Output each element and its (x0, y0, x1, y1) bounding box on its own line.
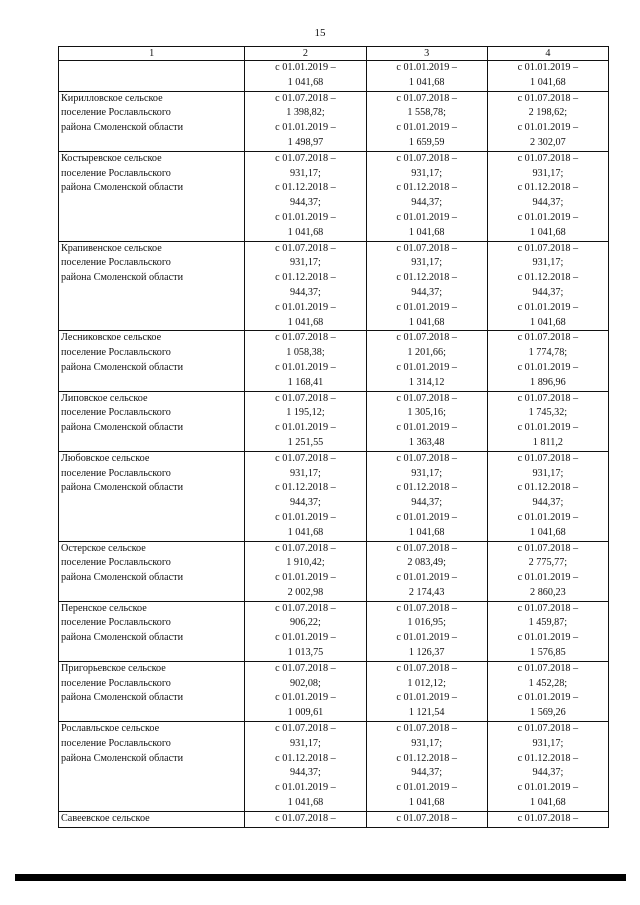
tariff-line: 944,37; (532, 286, 564, 298)
tariff-line: с 01.07.2018 – (275, 723, 336, 735)
tariff-line: с 01.07.2018 – (517, 92, 579, 104)
settlement-name-line: поселение Рославльского (61, 257, 171, 269)
tariff-line: 1 041,68 (408, 526, 445, 538)
tariff-line: с 01.07.2018 – (396, 392, 457, 404)
table-row (59, 151, 609, 241)
tariff-line: с 01.07.2018 – (517, 723, 579, 735)
tariff-cell-col4 (487, 391, 608, 451)
settlement-name-line: района Смоленской области (61, 182, 184, 194)
tariff-line: 2 083,49; (407, 557, 446, 569)
tariff-line: с 01.07.2018 – (396, 542, 457, 554)
tariff-line: с 01.01.2019 – (275, 422, 336, 434)
settlement-name-line: района Смоленской области (61, 632, 184, 644)
tariff-line: с 01.07.2018 – (396, 152, 457, 164)
tariff-line: с 01.07.2018 – (396, 662, 457, 674)
tariff-line: 1 041,68 (530, 226, 566, 238)
settlement-name-cell (59, 391, 245, 451)
tariff-cell-col4 (487, 61, 608, 92)
settlement-name-line: района Смоленской области (61, 422, 184, 434)
tariff-line: 2 174,43 (408, 586, 445, 598)
table-row (59, 451, 609, 541)
settlement-name-line: района Смоленской области (61, 692, 184, 704)
tariff-line: с 01.07.2018 – (396, 332, 457, 344)
tariff-line: с 01.12.2018 – (517, 752, 579, 764)
settlement-name-line: Крапивенское сельское (61, 242, 162, 254)
tariff-cell-col2 (245, 451, 366, 541)
tariff-line: 931,17; (411, 167, 443, 179)
tariff-line: 1 041,68 (530, 76, 566, 88)
tariff-line: с 01.01.2019 – (517, 301, 579, 313)
tariff-line: с 01.07.2018 – (275, 332, 336, 344)
tariff-line: 1 016,95; (407, 617, 446, 629)
settlement-name-line: Остерское сельское (61, 542, 146, 554)
tariff-line: 1 013,75 (287, 647, 324, 659)
tariff-line: 944,37; (290, 767, 321, 779)
settlement-name-line: Кирилловское сельское (61, 92, 163, 104)
tariff-line: 1 058,38; (286, 347, 325, 359)
settlement-name-cell (59, 722, 245, 812)
tariff-line: 944,37; (532, 767, 564, 779)
tariff-line: с 01.01.2019 – (517, 361, 579, 373)
settlement-name-line: района Смоленской области (61, 272, 184, 284)
tariff-line: с 01.07.2018 – (517, 452, 579, 464)
tariff-line: 944,37; (411, 497, 443, 509)
tariff-line: с 01.01.2019 – (275, 62, 336, 73)
tariff-cell-col4 (487, 601, 608, 661)
tariff-cell-col2 (245, 541, 366, 601)
settlement-name-line: района Смоленской области (61, 122, 184, 134)
settlement-name-cell (59, 661, 245, 721)
tariff-cell-col3 (366, 661, 487, 721)
tariff-cell-col2 (245, 151, 366, 241)
table-row (59, 331, 609, 391)
settlement-name-line: поселение Рославльского (61, 407, 171, 419)
tariff-line: с 01.01.2019 – (517, 632, 579, 644)
tariff-cell-col4 (487, 541, 608, 601)
tariff-line: с 01.07.2018 – (517, 812, 579, 824)
settlement-name-cell (59, 241, 245, 331)
settlement-name-cell (59, 451, 245, 541)
tariff-line: 1 774,78; (528, 347, 568, 359)
tariff-line: 1 305,16; (407, 407, 446, 419)
tariff-line: с 01.12.2018 – (517, 182, 579, 194)
tariff-line: с 01.01.2019 – (517, 422, 579, 434)
tariff-line: с 01.07.2018 – (396, 242, 457, 254)
tariff-line: с 01.01.2019 – (275, 572, 336, 584)
tariff-cell-col4 (487, 151, 608, 241)
tariff-line: с 01.01.2019 – (517, 782, 579, 794)
tariff-line: 931,17; (532, 257, 564, 269)
tariff-line: с 01.07.2018 – (275, 392, 336, 404)
tariff-line: 1 745,32; (528, 407, 568, 419)
tariff-line: 1 811,2 (532, 436, 563, 448)
tariff-line: 1 041,68 (408, 226, 445, 238)
tariff-line: 931,17; (290, 467, 321, 479)
settlement-name-cell (59, 91, 245, 151)
tariff-line: 944,37; (532, 197, 564, 209)
column-header: 4 (487, 47, 608, 61)
tariff-line: с 01.01.2019 – (517, 511, 579, 523)
tariff-line: с 01.07.2018 – (396, 452, 457, 464)
tariff-line: 1 041,68 (287, 526, 324, 538)
tariff-cell-col2 (245, 61, 366, 92)
tariff-line: с 01.07.2018 – (396, 723, 457, 735)
tariff-cell-col4 (487, 722, 608, 812)
tariff-cell-col3 (366, 811, 487, 827)
tariff-line: с 01.07.2018 – (517, 152, 579, 164)
tariff-line: с 01.07.2018 – (517, 602, 579, 614)
tariff-line: с 01.01.2019 – (517, 62, 579, 73)
tariff-line: с 01.01.2019 – (396, 692, 457, 704)
tariff-line: 1 576,85 (530, 647, 566, 659)
tariff-line: с 01.12.2018 – (517, 272, 579, 284)
tariff-line: 2 002,98 (287, 586, 324, 598)
column-header: 1 (59, 47, 245, 61)
tariff-line: 1 168,41 (287, 376, 324, 388)
tariff-cell-col2 (245, 391, 366, 451)
tariff-line: 931,17; (290, 257, 321, 269)
tariff-line: с 01.07.2018 – (275, 812, 336, 824)
tariff-line: 1 121,54 (408, 707, 445, 719)
settlement-name-line: Перенское сельское (61, 602, 147, 614)
tariff-line: с 01.07.2018 – (275, 662, 336, 674)
tariff-line: с 01.01.2019 – (396, 361, 457, 373)
table-row (59, 722, 609, 812)
tariff-cell-col3 (366, 241, 487, 331)
tariff-line: с 01.07.2018 – (275, 152, 336, 164)
tariff-line: 1 569,26 (530, 707, 566, 719)
tariff-line: 1 012,12; (407, 677, 446, 689)
tariff-line: 931,17; (290, 737, 321, 749)
tariff-line: с 01.01.2019 – (396, 301, 457, 313)
tariff-line: 1 398,82; (286, 107, 325, 119)
tariff-line: с 01.01.2019 – (275, 361, 336, 373)
tariff-line: с 01.01.2019 – (275, 782, 336, 794)
tariff-line: с 01.07.2018 – (275, 542, 336, 554)
tariff-line: с 01.01.2019 – (517, 572, 579, 584)
tariff-line: 944,37; (411, 197, 443, 209)
settlement-name-cell (59, 541, 245, 601)
tariff-line: 1 314,12 (408, 376, 445, 388)
tariff-line: с 01.01.2019 – (396, 632, 457, 644)
settlement-name-line: поселение Рославльского (61, 557, 171, 569)
tariff-cell-col4 (487, 241, 608, 331)
settlement-name-cell (59, 811, 245, 827)
tariff-line: 944,37; (290, 497, 321, 509)
column-header: 3 (366, 47, 487, 61)
tariff-line: 931,17; (411, 737, 443, 749)
settlement-name-line: поселение Рославльского (61, 467, 171, 479)
page-number: 15 (314, 27, 326, 39)
tariff-line: с 01.07.2018 – (396, 812, 457, 824)
bottom-rule (15, 874, 626, 881)
tariff-cell-col3 (366, 91, 487, 151)
settlement-name-line: Рославльское сельское (61, 723, 160, 735)
column-header: 2 (245, 47, 366, 61)
tariff-line: с 01.01.2019 – (396, 511, 457, 523)
tariff-cell-col3 (366, 151, 487, 241)
tariff-line: с 01.12.2018 – (396, 482, 457, 494)
tariff-line: с 01.01.2019 – (396, 211, 457, 223)
tariff-cell-col3 (366, 61, 487, 92)
tariff-line: с 01.07.2018 – (275, 452, 336, 464)
tariff-line: 931,17; (532, 167, 564, 179)
settlement-name-line: Костыревское сельское (61, 152, 162, 164)
tariff-cell-col4 (487, 451, 608, 541)
tariff-line: 1 363,48 (408, 436, 445, 448)
settlement-name-line: района Смоленской области (61, 361, 184, 373)
tariff-line: 2 198,62; (528, 107, 568, 119)
tariff-line: с 01.01.2019 – (396, 62, 457, 73)
tariff-line: 1 041,68 (530, 526, 566, 538)
table-row (59, 811, 609, 827)
tariff-line: 1 041,68 (408, 316, 445, 328)
tariff-cell-col4 (487, 811, 608, 827)
tariff-cell-col2 (245, 331, 366, 391)
settlement-name-line: поселение Рославльского (61, 617, 171, 629)
tariff-line: 931,17; (532, 737, 564, 749)
table-row (59, 91, 609, 151)
tariff-line: с 01.12.2018 – (275, 272, 336, 284)
tariff-line: с 01.12.2018 – (396, 272, 457, 284)
tariff-cell-col3 (366, 331, 487, 391)
tariff-cell-col4 (487, 331, 608, 391)
tariff-cell-col4 (487, 661, 608, 721)
tariff-line: с 01.07.2018 – (275, 242, 336, 254)
tariff-cell-col3 (366, 601, 487, 661)
tariff-line: с 01.07.2018 – (517, 242, 579, 254)
tariff-line: 1 041,68 (287, 76, 324, 88)
tariff-line: 1 195,12; (286, 407, 325, 419)
tariff-line: с 01.01.2019 – (396, 782, 457, 794)
settlement-name-cell (59, 601, 245, 661)
table-row (59, 601, 609, 661)
tariff-line: 2 775,77; (528, 557, 568, 569)
tariff-line: 1 558,78; (407, 107, 446, 119)
tariff-cell-col3 (366, 391, 487, 451)
tariff-line: 931,17; (411, 467, 443, 479)
tariff-line: с 01.12.2018 – (517, 482, 579, 494)
tariff-line: с 01.12.2018 – (275, 182, 336, 194)
settlement-name-line: района Смоленской области (61, 752, 184, 764)
tariff-line: с 01.07.2018 – (396, 602, 457, 614)
tariff-cell-col3 (366, 451, 487, 541)
tariff-line: с 01.01.2019 – (275, 511, 336, 523)
tariff-line: с 01.01.2019 – (275, 122, 336, 134)
tariff-line: 1 201,66; (407, 347, 446, 359)
settlement-name-line: поселение Рославльского (61, 347, 171, 359)
tariff-line: 944,37; (411, 767, 443, 779)
settlement-name-line: Савеевское сельское (61, 812, 150, 824)
table-row (59, 661, 609, 721)
tariff-line: 931,17; (532, 467, 564, 479)
tariff-cell-col2 (245, 661, 366, 721)
tariff-line: с 01.07.2018 – (275, 92, 336, 104)
tariff-line: 1 041,68 (287, 797, 324, 809)
tariff-line: с 01.12.2018 – (396, 182, 457, 194)
tariff-line: с 01.07.2018 – (275, 602, 336, 614)
tariff-cell-col2 (245, 811, 366, 827)
settlement-name-cell (59, 61, 245, 92)
tariff-cell-col3 (366, 722, 487, 812)
settlement-name-cell (59, 151, 245, 241)
tariff-line: 1 041,68 (530, 316, 566, 328)
tariff-line: с 01.07.2018 – (517, 392, 579, 404)
tariff-line: 1 041,68 (287, 226, 324, 238)
tariff-line: 1 251,55 (287, 436, 324, 448)
tariff-line: 1 041,68 (408, 797, 445, 809)
tariff-cell-col3 (366, 541, 487, 601)
settlement-name-line: Липовское сельское (61, 392, 148, 404)
tariff-line: с 01.07.2018 – (517, 332, 579, 344)
tariff-line: с 01.01.2019 – (517, 122, 579, 134)
tariff-line: 2 860,23 (530, 586, 566, 598)
tariff-line: 944,37; (290, 286, 321, 298)
tariff-line: 1 041,68 (408, 76, 445, 88)
tariff-line: с 01.01.2019 – (517, 692, 579, 704)
tariff-line: 1 126,37 (408, 647, 445, 659)
settlement-name-line: Пригорьевское сельское (61, 662, 166, 674)
tariff-line: 1 452,28; (528, 677, 568, 689)
tariff-line: 944,37; (290, 197, 321, 209)
tariff-line: с 01.01.2019 – (396, 122, 457, 134)
tariff-line: 1 041,68 (287, 316, 324, 328)
tariff-line: 931,17; (290, 167, 321, 179)
settlement-name-cell (59, 331, 245, 391)
tariff-line: 1 498,97 (287, 136, 324, 148)
settlement-name-line: района Смоленской области (61, 482, 184, 494)
tariff-line: 1 896,96 (530, 376, 566, 388)
tariff-table (58, 46, 609, 828)
settlement-name-line: поселение Рославльского (61, 167, 171, 179)
tariff-line: с 01.07.2018 – (396, 92, 457, 104)
table-row (59, 391, 609, 451)
settlement-name-line: Любовское сельское (61, 452, 150, 464)
tariff-line: 1 009,61 (287, 707, 324, 719)
tariff-cell-col2 (245, 601, 366, 661)
tariff-line: 1 659,59 (408, 136, 445, 148)
tariff-line: с 01.12.2018 – (275, 482, 336, 494)
tariff-line: с 01.01.2019 – (396, 422, 457, 434)
tariff-line: 944,37; (532, 497, 564, 509)
table-row (59, 61, 609, 92)
settlement-name-line: поселение Рославльского (61, 677, 171, 689)
tariff-line: с 01.01.2019 – (396, 572, 457, 584)
tariff-line: с 01.01.2019 – (275, 692, 336, 704)
tariff-line: с 01.12.2018 – (275, 752, 336, 764)
tariff-line: 906,22; (290, 617, 321, 629)
settlement-name-line: поселение Рославльского (61, 737, 171, 749)
tariff-line: с 01.12.2018 – (396, 752, 457, 764)
tariff-line: 1 459,87; (528, 617, 568, 629)
tariff-line: с 01.07.2018 – (517, 662, 579, 674)
settlement-name-line: Лесниковское сельское (61, 332, 162, 344)
tariff-line: 902,08; (290, 677, 321, 689)
tariff-cell-col2 (245, 241, 366, 331)
tariff-line: 944,37; (411, 286, 443, 298)
tariff-line: с 01.01.2019 – (275, 632, 336, 644)
tariff-line: 1 910,42; (286, 557, 325, 569)
tariff-cell-col2 (245, 722, 366, 812)
table-header-row (59, 47, 609, 61)
settlement-name-line: поселение Рославльского (61, 107, 171, 119)
tariff-line: с 01.07.2018 – (517, 542, 579, 554)
tariff-cell-col4 (487, 91, 608, 151)
tariff-line: 931,17; (411, 257, 443, 269)
tariff-line: с 01.01.2019 – (517, 211, 579, 223)
table-row (59, 541, 609, 601)
tariff-line: с 01.01.2019 – (275, 211, 336, 223)
table-body (59, 61, 609, 828)
settlement-name-line: района Смоленской области (61, 572, 184, 584)
tariff-cell-col2 (245, 91, 366, 151)
tariff-line: с 01.01.2019 – (275, 301, 336, 313)
tariff-line: 1 041,68 (530, 797, 566, 809)
table-row (59, 241, 609, 331)
tariff-line: 2 302,07 (530, 136, 566, 148)
